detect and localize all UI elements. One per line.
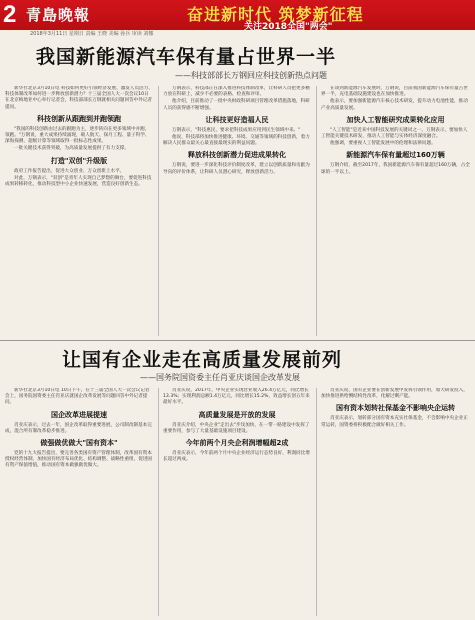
paragraph: 新华社北京3月10日电 10日下午，在十三届全国人大一次会议记者会上，国务院国资委主任肖亚庆就国企改革发展等问题回答中外记者提问。 — [5, 388, 150, 406]
story1-column-3 — [321, 86, 470, 336]
column-divider — [316, 86, 317, 336]
story2-subtitle: ——国务院国资委主任肖亚庆谈国企改革发展 — [140, 373, 300, 382]
paragraph: 对此，万钢表示，"双创"是青年人实现自己梦想的舞台，要促进科技成果转移转化，推动科技型中小企业快速发展，营造良好创新生态。 — [5, 175, 152, 188]
story1-title: 我国新能源汽车保有量占世界一半 — [36, 46, 337, 68]
section-divider — [0, 340, 475, 341]
dateline: 2018年3月11日 星期日 责编 王晓 美编 孙兵 审读 刘娜 — [30, 31, 154, 37]
story2-column-3 — [321, 388, 470, 616]
paragraph: 他强调，要重视人工智能发展中的伦理和法律问题。 — [330, 141, 436, 147]
banner-subheadline: 关注2018全国"两会" — [244, 22, 333, 32]
paragraph: 政府工作报告提出，促进大众创业、万众创新上水平。 — [14, 168, 125, 174]
column-divider — [158, 86, 159, 336]
paragraph: 新华社北京3月10日电 科技如何更好引领经济发展、激发人员活力、科技体制改革如何进一步释放创新潜力？十三届全国人大一次会议10日在北京梅地亚中心举行记者会，科技部部长万钢就相关问题回答中外记者提问。 — [5, 86, 153, 110]
story1-column-1 — [5, 86, 153, 336]
section-heading: 新能源汽车保有量超过160万辆 — [346, 151, 445, 160]
story2-title: 让国有企业走在高质量发展前列 — [62, 349, 343, 371]
story1-subtitle: ——科技部部长万钢回应科技创新热点问题 — [175, 71, 327, 80]
paragraph: 他表示，要加强新能源汽车核心技术研发，提升动力电池性能，推动产业高质量发展。 — [321, 99, 468, 111]
section-heading: 高质量发展是开放的发展 — [198, 410, 276, 419]
paragraph: 万钢表示，"科技惠民，要求把科技成果应用到民生领域中来。" — [172, 127, 301, 133]
paragraph: 肖亚庆表示，过去一年，国企改革取得重要进展，公司制改制基本完成，混合所有制改革稳步推进。 — [5, 422, 152, 434]
paragraph: 党的十九大报告提出，要完善各类国有资产管理体制，改革国有资本授权经营体制，加快国有经济布局优化、结构调整、战略性重组，促进国有资产保值增值，推动国有资本做强做优做大。 — [5, 451, 153, 469]
paragraph: 肖亚庆介绍，中央企业"走出去"步伐加快，在一带一路建设中发挥了重要作用，参与了大量基础设施项目建设。 — [163, 422, 310, 434]
column-divider — [158, 388, 159, 616]
section-heading: 国企改革进展提速 — [51, 410, 107, 419]
story2-column-2 — [163, 388, 311, 616]
section-heading: 让科技更好造福人民 — [205, 115, 269, 124]
paragraph: "我国的科技创新由过去的跟跑为主，逐步转向在更多领域中并跑、领跑。"万钢说，重大成果持续涌现，载人航天、探月工程、量子科学、深海探测、超级计算等领域取得一批标志性成果。 — [5, 126, 150, 145]
paragraph: 肖亚庆说，2017年，中央企业实现营业收入26.4万亿元，同比增长13.3%；实现利润总额1.4万亿元，同比增长15.2%，效益增长创五年来最好水平。 — [163, 388, 310, 406]
section-heading: 科技创新从跟跑到并跑领跑 — [37, 114, 121, 123]
paper-name: 青島晚報 — [26, 6, 91, 24]
paragraph: 万钢说，要进一步深化科技评价制度改革，建立以创新质量和贡献为导向的评价体系，让科研人员潜心研究，释放创新活力。 — [163, 163, 310, 175]
paragraph: 肖亚庆表示，划转部分国有资本充实社保基金，不会影响中央企业正常运转，国资委将积极配合做好相关工作。 — [321, 416, 468, 428]
page-number: 2 — [3, 1, 17, 28]
banner-headline: 奋进新时代 筑梦新征程 — [187, 5, 364, 24]
paragraph: 肖亚庆说，国有企业要在创新发展中发挥引领作用，加大研发投入，加快推进供给侧结构性改革，化解过剩产能。 — [321, 388, 468, 400]
masthead-banner — [0, 0, 475, 30]
paragraph: 万钢介绍，截至2017年，我国新能源汽车保有量超过160万辆，占全球的一半以上。 — [321, 163, 470, 175]
paragraph: 在谈到新能源汽车发展时，万钢说，目前我国新能源汽车保有量占世界一半，充电基础设施建设也在加快推进。 — [321, 86, 468, 98]
paragraph: 肖亚庆表示，今年前两个月中央企业经济运行态势良好，利润同比增长超过两成。 — [163, 451, 310, 463]
paragraph: "人工智能"是近来中国科技发展的关键词之一。万钢表示，要加快人工智能关键技术研发，推动人工智能与实体经济深度融合。 — [321, 127, 468, 140]
section-heading: 释放科技创新潜力促进成果转化 — [188, 151, 286, 160]
column-divider — [316, 388, 317, 616]
paragraph: 一批关键技术获得突破，为高质量发展提供了有力支撑。 — [14, 146, 129, 152]
paragraph: 他说，科技部将加快推进健康、环境、交通等领域的科技创新，着力解决人民群众最关心最直接最现实的利益问题。 — [163, 135, 310, 147]
section-heading: 国有资本划转社保基金不影响央企运转 — [336, 404, 455, 413]
section-heading: 今年前两个月央企利润增幅超2成 — [185, 439, 289, 448]
section-heading: 加快人工智能研究成果转化应用 — [346, 115, 445, 124]
section-heading: 做强做优做大"国有资本" — [40, 439, 118, 448]
paragraph: 万钢表示，科技部正在深入推进科技体制改革，让科研人员把更多精力放在科研上，减少不必要的表格、检查和评审。 — [163, 86, 310, 98]
story2-column-1 — [5, 388, 153, 616]
story1-column-2 — [163, 86, 311, 336]
section-heading: 打造"双创"升级版 — [50, 156, 108, 165]
paragraph: 他介绍，目前推动了一批中央财政科研项目管理改革措施落地，科研人员的获得感不断增强。 — [163, 99, 310, 111]
